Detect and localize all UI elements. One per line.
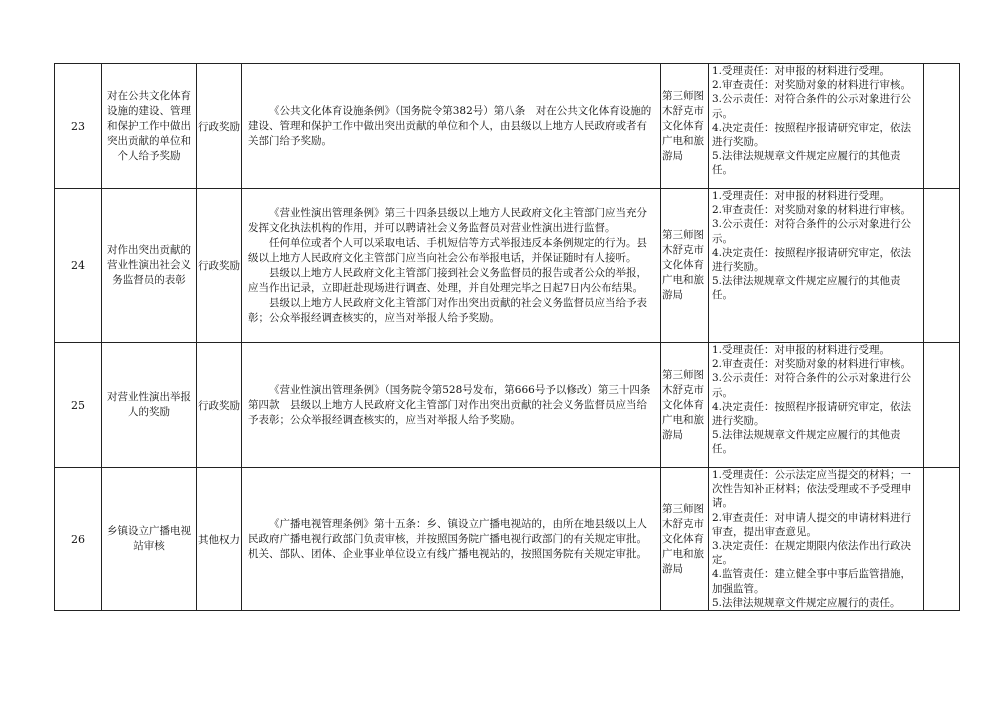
legal-basis <box>242 468 661 611</box>
legal-basis <box>242 189 661 343</box>
duty-item: 4.决定责任：按照程序报请研究审定，依法进行奖励。 <box>712 400 912 428</box>
remarks <box>924 468 960 611</box>
duty-item: 3.决定责任：在规定期限内依法作出行政决定。 <box>712 540 912 567</box>
duty-item: 1.受理责任：对申报的材料进行受理。 <box>712 344 891 356</box>
responsible-department: 第三师图木舒克市文化体育广电和旅游局 <box>661 189 709 343</box>
duty-item: 1.受理责任：公示法定应当提交的材料；一次性告知补正材料；依法受理或不予受理申请。 <box>712 469 912 510</box>
basis-paragraph: 《营业性演出管理条例》第三十四条县级以上地方人民政府文化主管部门应当充分发挥文化执法机构的作用，并可以聘请社会义务监督员对营业性演出进行监督。 <box>248 206 647 234</box>
responsible-department: 第三师图木舒克市文化体育广电和旅游局 <box>661 468 709 611</box>
duty-item: 2.审查责任：对奖励对象的材料进行审核。 <box>712 204 912 217</box>
duty-item: 4.监管责任：建立健全事中事后监管措施，加强监管。 <box>712 568 912 595</box>
duty-item: 3.公示责任：对符合条件的公示对象进行公示。 <box>712 372 912 399</box>
responsibilities <box>709 343 924 468</box>
table-row <box>55 189 960 343</box>
legal-basis <box>242 64 661 189</box>
duty-item: 1.受理责任：对申报的材料进行受理。 <box>712 190 891 202</box>
table-row <box>55 468 960 611</box>
duty-item: 5.法律法规规章文件规定应履行的责任。 <box>712 596 901 609</box>
duty-item: 2.审查责任：对奖励对象的材料进行审核。 <box>712 79 912 92</box>
item-name: 对在公共文化体育设施的建设、管理和保护工作中做出突出贡献的单位和个人给予奖励 <box>102 64 197 189</box>
row-number: 25 <box>55 343 102 468</box>
basis-paragraph: 县级以上地方人民政府文化主管部门接到社会义务监督员的报告或者公众的举报，应当作出记录，立即赶赴现场进行调查、处理，并自处理完毕之日起7日内公布结果。 <box>248 266 647 294</box>
remarks <box>924 189 960 343</box>
row-number: 23 <box>55 64 102 189</box>
responsibilities <box>709 189 924 343</box>
item-name: 乡镇设立广播电视站审核 <box>102 468 197 611</box>
table-row <box>55 343 960 468</box>
duty-item: 3.公示责任：对符合条件的公示对象进行公示。 <box>712 93 912 120</box>
row-number: 24 <box>55 189 102 343</box>
power-type: 其他权力 <box>197 468 242 611</box>
basis-paragraph: 《广播电视管理条例》第十五条：乡、镇设立广播电视站的，由所在地县级以上人民政府广播电视行政部门负责审核，并按照国务院广播电视行政部门的有关规定审批。机关、部队、团体、企业事业单位设立有线广播电视站的，按照国务院有关规定审批。 <box>248 517 647 560</box>
responsible-department: 第三师图木舒克市文化体育广电和旅游局 <box>661 64 709 189</box>
basis-paragraph: 《公共文化体育设施条例》（国务院令第382号）第八条 对在公共文化体育设施的建设、管理和保护工作中做出突出贡献的单位和个人，由县级以上地方人民政府或者有关部门给予奖励。 <box>248 104 652 147</box>
table-row <box>55 64 960 189</box>
duty-item: 1.受理责任：对申报的材料进行受理。 <box>712 65 891 77</box>
item-name: 对营业性演出举报人的奖励 <box>102 343 197 468</box>
duty-item: 2.审查责任：对申请人提交的申请材料进行审查，提出审查意见。 <box>712 511 912 538</box>
duty-item: 2.审查责任：对奖励对象的材料进行审核。 <box>712 358 912 371</box>
responsibilities <box>709 64 924 189</box>
duty-item: 4.决定责任：按照程序报请研究审定，依法进行奖励。 <box>712 246 912 274</box>
basis-paragraph: 任何单位或者个人可以采取电话、手机短信等方式举报违反本条例规定的行为。县级以上地方人民政府文化主管部门应当向社会公布举报电话，并保证随时有人接听。 <box>248 236 647 264</box>
power-list-table <box>54 63 960 611</box>
power-type: 行政奖励 <box>197 64 242 189</box>
power-type: 行政奖励 <box>197 189 242 343</box>
remarks <box>924 64 960 189</box>
item-name: 对作出突出贡献的营业性演出社会义务监督员的表彰 <box>102 189 197 343</box>
duty-item: 5.法律法规规章文件规定应履行的其他责任。 <box>712 429 901 456</box>
basis-paragraph: 县级以上地方人民政府文化主管部门对作出突出贡献的社会义务监督员应当给予表彰；公众举报经调查核实的，应当对举报人给予奖励。 <box>248 296 647 324</box>
row-number: 26 <box>55 468 102 611</box>
basis-paragraph: 《营业性演出管理条例》（国务院令第528号发布，第666号予以修改）第三十四条第四款 县级以上地方人民政府文化主管部门对作出突出贡献的社会义务监督员应当给予表彰；公众举报经调查核实的，应当对举报人给予奖励。 <box>248 383 651 426</box>
duty-item: 4.决定责任：按照程序报请研究审定，依法进行奖励。 <box>712 121 912 149</box>
remarks <box>924 343 960 468</box>
power-type: 行政奖励 <box>197 343 242 468</box>
responsible-department: 第三师图木舒克市文化体育广电和旅游局 <box>661 343 709 468</box>
responsibilities <box>709 468 924 611</box>
duty-item: 5.法律法规规章文件规定应履行的其他责任。 <box>712 275 901 302</box>
duty-item: 3.公示责任：对符合条件的公示对象进行公示。 <box>712 218 912 245</box>
duty-item: 5.法律法规规章文件规定应履行的其他责任。 <box>712 150 901 177</box>
legal-basis <box>242 343 661 468</box>
